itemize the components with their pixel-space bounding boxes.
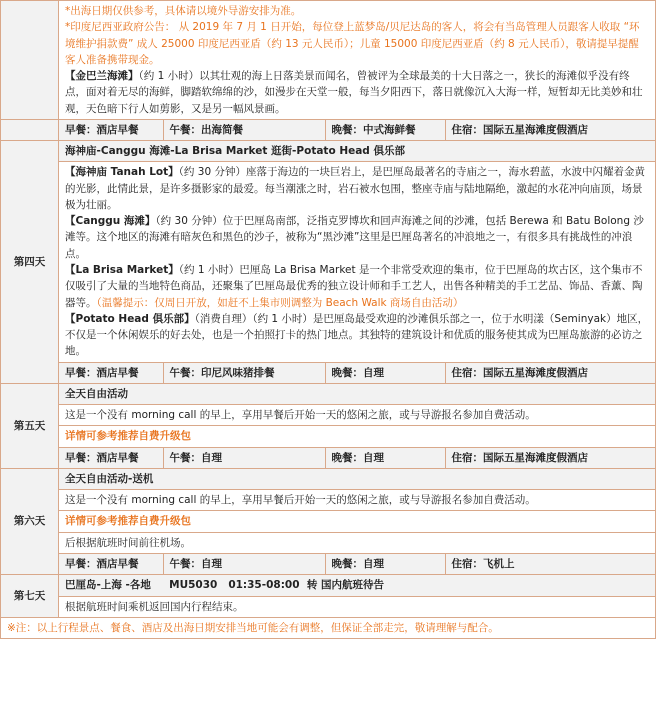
hotel: 住宿：国际五星海滩度假酒店	[445, 120, 655, 140]
day4-tip: （温馨提示：仅周日开放，如赶不上集市则调整为 Beach Walk 商场自由活动）	[96, 296, 464, 309]
day4-content	[59, 162, 656, 362]
day3-content	[59, 1, 656, 120]
day4-spot-2: 【Canggu 海滩】（约 30 分钟）位于巴厘岛南部，泛指克罗博坎和回声海滩之间的沙滩，包括 Berewa 和 Batu Bolong 沙滩等。这个地区的海滩有暗灰色和黑色的沙子，被称为“黑沙滩”这里是巴厘岛著名的冲浪地之一，有很多具有挑战性的冲浪点。	[65, 215, 644, 260]
day3-note-2: *印度尼西亚政府公告： 从 2019 年 7 月 1 日开始，每位登上蓝梦岛/贝尼达岛的客人，将会有当岛管理人员跟客人收取 “环境维护捐款费” 成人 25000 印度尼西亚盾（约 13 元人民币）；儿童 15000 印度尼西亚盾（约 8 元人民币），敬请提早提醒客人准备携带现金。	[65, 21, 640, 66]
day3-spot	[65, 68, 649, 117]
day4-label: 第四天	[1, 141, 59, 384]
dinner: 晚餐：自理	[325, 554, 445, 574]
day7-label: 第七天	[1, 575, 59, 618]
day4-meals	[59, 363, 655, 383]
breakfast: 早餐：酒店早餐	[59, 363, 163, 383]
hotel: 住宿：飞机上	[445, 554, 655, 574]
breakfast: 早餐：酒店早餐	[59, 554, 163, 574]
day4-content-row	[1, 162, 656, 362]
day5-meals	[59, 448, 655, 468]
day5-desc: 这是一个没有 morning call 的早上，享用早餐后开始一天的悠闲之旅，或与导游报名参加自费活动。	[59, 405, 656, 426]
lunch: 午餐：出海简餐	[163, 120, 325, 140]
dinner: 晚餐：自理	[325, 448, 445, 468]
day3-content-row	[1, 1, 656, 120]
day3-meal-row	[1, 119, 656, 140]
day3-spot-name: 【金巴兰海滩】	[65, 70, 139, 83]
hotel: 住宿：国际五星海滩度假酒店	[445, 363, 655, 383]
day6-meal-row	[1, 553, 656, 574]
day3-spot-desc: （约 1 小时）以其壮观的海上日落美景而闻名，曾被评为全球最美的十大日落之一，狭长的海滩似乎没有终点，面对着无尽的海鲜，脚踏软绵绵的沙，如漫步在天堂一般，每当夕阳西下，落日就像沉入大海一样，短暂却无比美妙和壮观，天色暗下行人如剪影，又是另一幅风景画。	[65, 70, 643, 115]
dinner: 晚餐：自理	[325, 363, 445, 383]
day6-title: 全天自由活动-送机	[59, 468, 656, 489]
day5-title-row	[1, 383, 656, 404]
day5-title: 全天自由活动	[59, 383, 656, 404]
breakfast: 早餐：酒店早餐	[59, 448, 163, 468]
lunch: 午餐：自理	[163, 554, 325, 574]
footer-row	[1, 617, 656, 638]
day6-meals	[59, 554, 655, 574]
day7-title: 巴厘岛-上海 -各地 MU5030 01:35-08:00 转 国内航班待告	[59, 575, 656, 596]
day5-label: 第五天	[1, 383, 59, 468]
day4-spot-4: 【Potato Head 俱乐部】（消费自理）（约 1 小时）是巴厘岛最受欢迎的沙滩俱乐部之一，位于水明漾（Seminyak）地区，不仅是一个休闲娱乐的好去处，也是一个拍照打卡的热门地点。其独特的建筑设计和优质的服务使其成为巴厘岛旅游的必访之地。	[65, 312, 649, 358]
day3-meals	[59, 120, 655, 140]
day6-note: 详情可参考推荐自费升级包	[59, 511, 656, 532]
day6-title-row	[1, 468, 656, 489]
day3-label-cell	[1, 1, 59, 120]
breakfast: 早餐：酒店早餐	[59, 120, 163, 140]
day6-desc: 这是一个没有 morning call 的早上，享用早餐后开始一天的悠闲之旅，或与导游报名参加自费活动。	[59, 490, 656, 511]
day4-spot-3: 【La Brisa Market】（约 1 小时）巴厘岛 La Brisa Market 是一个非常受欢迎的集市，位于巴厘岛的坎古区，这个集市不仅吸引了大量的当地特色商品，还聚集了巴厘岛最优秀的独立设计师和手工艺人，出售各种精美的手工艺品、饰品、香薰、陶器等。（温馨提示：仅周日开放，如赶不上集市则调整为 Beach Walk 商场自由活动）	[65, 263, 643, 309]
lunch: 午餐：印尼风味猪排餐	[163, 363, 325, 383]
day7-title-row	[1, 575, 656, 596]
day6-after: 后根据航班时间前往机场。	[59, 532, 656, 553]
dinner: 晚餐：中式海鲜餐	[325, 120, 445, 140]
day4-meal-row	[1, 362, 656, 383]
day4-spot-1: 【海神庙 Tanah Lot】（约 30 分钟）座落于海边的一块巨岩上，是巴厘岛最著名的寺庙之一，海水碧蓝，水波中闪耀着金黄的光影，此情此景，是许多摄影家的最爱。每当潮涨之时，岩石被水包围，整座寺庙与陆地隔绝，激起的水花冲向庙顶，场景极为壮丽。	[65, 166, 645, 211]
day6-label: 第六天	[1, 468, 59, 574]
day4-title-row	[1, 141, 656, 162]
day3-note-1: *出海日期仅供参考，具体请以境外导游安排为准。	[65, 5, 302, 17]
hotel: 住宿：国际五星海滩度假酒店	[445, 448, 655, 468]
day5-meal-row	[1, 447, 656, 468]
footer-note: ※注：以上行程景点、餐食、酒店及出海日期安排当地可能会有调整，但保证全部走完，敬请理解与配合。	[1, 617, 656, 638]
day5-note: 详情可参考推荐自费升级包	[59, 426, 656, 447]
lunch: 午餐：自理	[163, 448, 325, 468]
day4-title: 海神庙-Canggu 海滩-La Brisa Market 逛街-Potato Head 俱乐部	[59, 141, 656, 162]
day7-desc: 根据航班时间乘机返回国内行程结束。	[59, 596, 656, 617]
